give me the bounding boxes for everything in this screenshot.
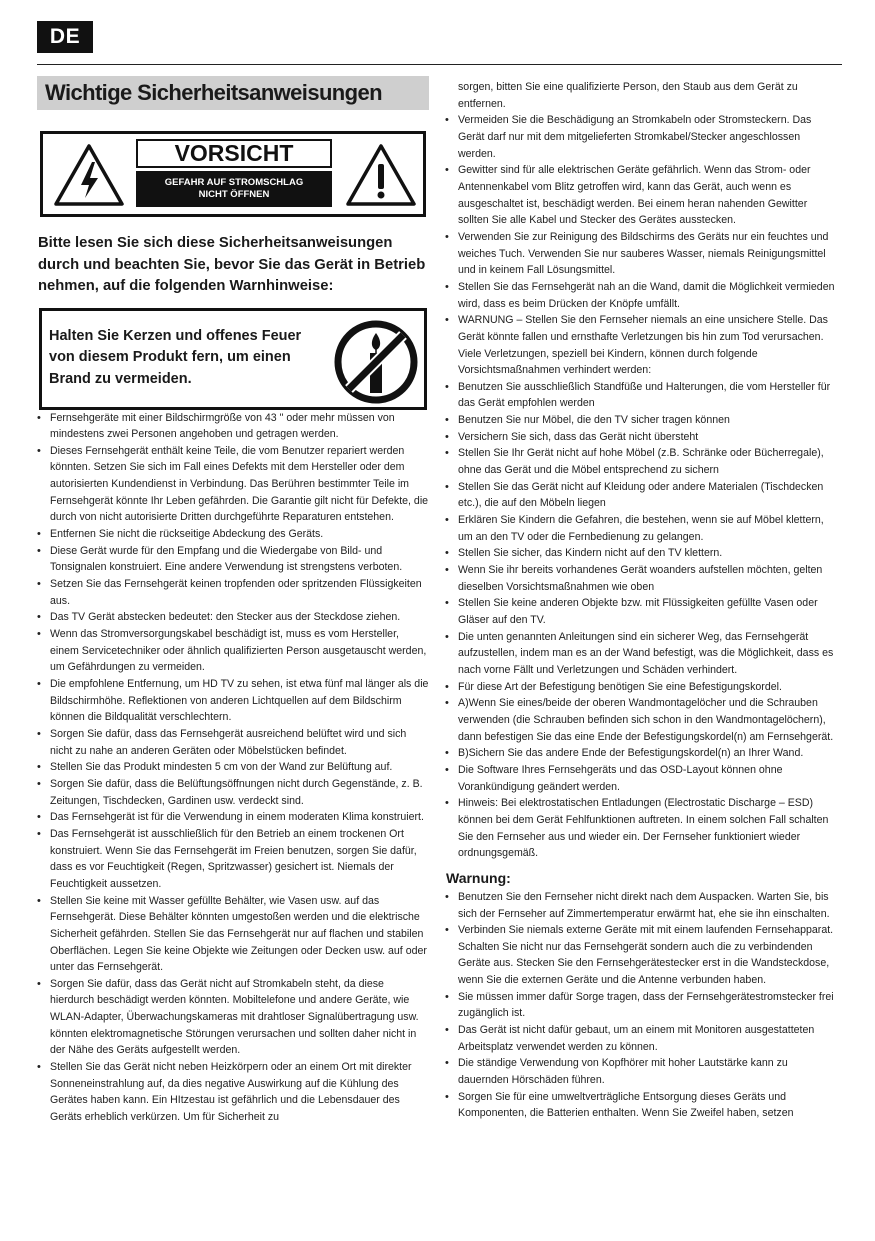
list-item: • Erklären Sie Kindern die Gefahren, die bestehen, wenn sie auf Möbel klettern, um an den TV oder die Fernbedienung zu gelangen. <box>445 512 838 545</box>
caution-label <box>40 131 426 217</box>
language-tag: DE <box>37 21 93 53</box>
list-item: • Stellen Sie das Gerät nicht neben Heizkörpern oder an einem Ort mit direkter Sonneneinstrahlung auf, da dies negative Auswirkung auf die Kühlung des Gerätes haben kann. Ein HItzestau ist gefährlich und die Lebensdauer des Geräts erheblich verkürzen. Um für Sicherheit zu <box>37 1059 429 1126</box>
list-item: • Entfernen Sie nicht die rückseitige Abdeckung des Geräts. <box>37 526 429 543</box>
electric-shock-warning-icon <box>53 142 125 208</box>
list-item: • Sorgen Sie dafür, dass die Belüftungsöffnungen nicht durch Gegenstände, z. B. Zeitungen, Tischdecken, Gardinen usw. verdeckt sind. <box>37 776 429 809</box>
list-item: • Das Gerät ist nicht dafür gebaut, um an einem mit Monitoren ausgestatteten Arbeitsplatz verwendet werden zu können. <box>445 1022 838 1055</box>
list-item: • Wenn Sie ihr bereits vorhandenes Gerät woanders aufstellen möchten, gelten dieselben Vorsichtsmaßnahmen wie oben <box>445 562 838 595</box>
list-item: • Gewitter sind für alle elektrischen Geräte gefährlich. Wenn das Strom- oder Antennenkabel vom Blitz getroffen wird, kann das Gerät, auch wenn es ausgeschaltet ist, beschädigt werden. Bei einem heran nahenden Gewitter sollten Sie alle Kabel und Stecker des Gerätes ausstecken. <box>445 162 838 229</box>
warning-heading: Warnung: <box>446 869 511 886</box>
list-item: • Benutzen Sie nur Möbel, die den TV sicher tragen können <box>445 412 838 429</box>
list-item: • Verwenden Sie zur Reinigung des Bildschirms des Geräts nur ein feuchtes und weiches Tuch. Verwenden Sie nur sauberes Wasser, niemals Reinigungsmittel und in keinem Fall Lösungsmittel. <box>445 229 838 279</box>
list-item: • Die empfohlene Entfernung, um HD TV zu sehen, ist etwa fünf mal länger als die Bildschirmhöhe. Reflektionen von anderen Lichtquellen auf dem Bildschirm können die Bildqualität verschlechtern. <box>37 676 429 726</box>
right-column <box>445 79 838 1122</box>
list-item: • WARNUNG – Stellen Sie den Fernseher niemals an eine unsichere Stelle. Das Gerät könnte fallen und ernsthafte Verletzungen bis hin zum Tod verursachen. Viele Verletzungen, speziell bei Kindern, können durch folgende Vorsichtsmaßnahmen verhindert werden: <box>445 312 838 379</box>
safety-list-right <box>445 112 838 862</box>
list-item: • Benutzen Sie ausschließlich Standfüße und Halterungen, die vom Hersteller für das Gerät empfohlen werden <box>445 379 838 412</box>
list-item: • Sorgen Sie dafür, dass das Gerät nicht auf Stromkabeln steht, da diese hierdurch beschädigt werden könnten. Mobiltelefone und andere Geräte, wie WLAN-Adapter, Überwachungskameras mit drahtloser Signalübertragung usw. könnten elektromagnetische Störungen verursachen und sollten daher nicht in der Nähe des Geräts aufgestellt werden. <box>37 976 429 1059</box>
continued-paragraph: sorgen, bitten Sie eine qualifizierte Person, den Staub aus dem Gerät zu entfernen. <box>458 81 798 110</box>
list-item: • Stellen Sie Ihr Gerät nicht auf hohe Möbel (z.B. Schränke oder Bücherregale), ohne das Gerät und die Möbel entsprechend zu sichern <box>445 445 838 478</box>
list-item: • Diese Gerät wurde für den Empfang und die Wiedergabe von Bild- und Tonsignalen konstruiert. Eine andere Verwendung ist strengstens verboten. <box>37 543 429 576</box>
list-item: • Die Software Ihres Fernsehgeräts und das OSD-Layout können ohne Vorankündigung geändert werden. <box>445 762 838 795</box>
list-item: • Stellen Sie das Gerät nicht auf Kleidung oder andere Materialen (Tischdecken etc.), die auf den Möbeln liegen <box>445 479 838 512</box>
candle-warning-text: Halten Sie Kerzen und offenes Feuer von diesem Produkt fern, um einen Brand zu vermeiden. <box>49 327 302 387</box>
list-item: • Stellen Sie das Produkt mindesten 5 cm von der Wand zur Belüftung auf. <box>37 759 429 776</box>
list-item: • Sorgen Sie für eine umweltverträgliche Entsorgung dieses Geräts und Komponenten, die Batterien enthalten. Wenn Sie Zweifel haben, setzen <box>445 1089 838 1122</box>
list-item: • Stellen Sie sicher, das Kindern nicht auf den TV klettern. <box>445 545 838 562</box>
intro-text: Bitte lesen Sie sich diese Sicherheitsanweisungen durch und beachten Sie, bevor Sie das Gerät in Betrieb nehmen, auf die folgenden Warnhinweise: <box>38 235 426 294</box>
caution-heading: VORSICHT <box>136 139 332 168</box>
list-item: • Wenn das Stromversorgungskabel beschädigt ist, muss es vom Hersteller, einem Servicetechniker oder ähnlich qualifizierten Person ausgetauscht werden, um Gefährdungen zu vermeiden. <box>37 626 429 676</box>
list-item: • Das TV Gerät abstecken bedeutet: den Stecker aus der Steckdose ziehen. <box>37 609 429 626</box>
caution-subtext <box>136 171 332 207</box>
list-item: • Die unten genannten Anleitungen sind ein sicherer Weg, das Fernsehgerät aufzustellen, indem man es an der Wand befestigt, was die Möglichkeit, dass es nach vorne Fällt und Verletzungen und Schäden verhindert. <box>445 629 838 679</box>
list-item: • Fernsehgeräte mit einer Bildschirmgröße von 43 " oder mehr müssen von mindestens zwei Personen angehoben und getragen werden. <box>37 410 429 443</box>
caution-text-block <box>136 139 332 209</box>
list-item: • Stellen Sie das Fernsehgerät nah an die Wand, damit die Möglichkeit vermieden wird, dass es beim Drücken der Knöpfe umfällt. <box>445 279 838 312</box>
list-item: • A)Wenn Sie eines/beide der oberen Wandmontagelöcher und die Schrauben verwenden (die Schrauben befinden sich schon in den Wandmontagelöchern), dann befestigen Sie das eine Ende der Befestigungskordel(n) am Fernsehgerät. <box>445 695 838 745</box>
caution-subtext-line-2: NICHT ÖFFNEN <box>198 189 270 200</box>
list-item: • Für diese Art der Befestigung benötigen Sie eine Befestigungskordel. <box>445 679 838 696</box>
safety-list-left <box>37 410 429 1126</box>
list-item: • Verbinden Sie niemals externe Geräte mit mit einem laufenden Fernsehapparat. Schalten Sie nicht nur das Fernsehgerät sondern auch die zu verbindenden Geräte aus. Stecken Sie den Fernsehgerätestecker erst in die Wandsteckdose, wenn Sie die externen Geräte und die Antenne verbunden haben. <box>445 922 838 989</box>
exclamation-warning-icon <box>345 142 417 208</box>
list-item: • Setzen Sie das Fernsehgerät keinen tropfenden oder spritzenden Flüssigkeiten aus. <box>37 576 429 609</box>
list-item: • Vermeiden Sie die Beschädigung an Stromkabeln oder Stromsteckern. Das Gerät darf nur mit dem mitgelieferten Stromkabel/Stecker angeschlossen werden. <box>445 112 838 162</box>
list-item: • Benutzen Sie den Fernseher nicht direkt nach dem Auspacken. Warten Sie, bis sich der Fernseher auf Zimmertemperatur erwärmt hat, ehe sie ihn einschalten. <box>445 889 838 922</box>
list-item: • Die ständige Verwendung von Kopfhörer mit hoher Lautstärke kann zu dauernden Hörschäden führen. <box>445 1055 838 1088</box>
header-rule <box>37 64 842 65</box>
left-column <box>37 76 429 1126</box>
list-item: • Stellen Sie keine mit Wasser gefüllte Behälter, wie Vasen usw. auf das Fernsehgerät. Diese Behälter könnten umgestoßen werden und die elektrische Sicherheit gefährden. Stellen Sie das Fernsehgerät nur auf flachen und stabilen Oberflächen. Legen Sie keine Objekte wie Zeitungen oder Decken usw. auf oder unter das Fernsehgerät. <box>37 893 429 976</box>
list-item: • Versichern Sie sich, dass das Gerät nicht übersteht <box>445 429 838 446</box>
list-item: • Das Fernsehgerät ist für die Verwendung in einem moderaten Klima konstruiert. <box>37 809 429 826</box>
warning-list <box>445 889 838 1122</box>
candle-warning-box <box>39 308 427 410</box>
page-title: Wichtige Sicherheitsanweisungen <box>37 76 429 110</box>
caution-subtext-line-1: GEFAHR AUF STROMSCHLAG <box>164 177 304 188</box>
list-item: • Hinweis: Bei elektrostatischen Entladungen (Electrostatic Discharge – ESD) können bei dem Gerät Fehlfunktionen auftreten. In einem solchen Fall schalten Sie den Fernseher aus und wieder ein. Der Fernseher funktioniert wieder ordnungsgemäß. <box>445 795 838 862</box>
list-item: • B)Sichern Sie das andere Ende der Befestigungskordel(n) an Ihrer Wand. <box>445 745 838 762</box>
list-item: • Dieses Fernsehgerät enthält keine Teile, die vom Benutzer repariert werden könnten. Setzen Sie sich im Fall eines Defekts mit dem Hersteller oder dem autorisierten Kundendienst in Verbindung. Das Berühren bestimmter Teile im Fernsehgerät könnte Ihr Leben gefährden. Die Garantie gilt nicht für Defekte, die durch von nicht autorisierte Dritten durchgeführte Reparaturen entstehen. <box>37 443 429 526</box>
list-item: • Sie müssen immer dafür Sorge tragen, dass der Fernsehgerätestromstecker frei zugänglich ist. <box>445 989 838 1022</box>
list-item: • Das Fernsehgerät ist ausschließlich für den Betrieb an einem trockenen Ort konstruiert. Wenn Sie das Fernsehgerät im Freien benutzen, sorgen Sie dafür, dass es vor Feuchtigkeit (Regen, Spritzwasser) gesichert ist. Niemals der Feuchtigkeit aussetzen. <box>37 826 429 893</box>
list-item: • Stellen Sie keine anderen Objekte bzw. mit Flüssigkeiten gefüllte Vasen oder Gläser auf den TV. <box>445 595 838 628</box>
no-open-flame-icon <box>333 319 419 405</box>
list-item: • Sorgen Sie dafür, dass das Fernsehgerät ausreichend belüftet wird und sich nicht zu nahe an anderen Geräten oder Möbelstücken befindet. <box>37 726 429 759</box>
